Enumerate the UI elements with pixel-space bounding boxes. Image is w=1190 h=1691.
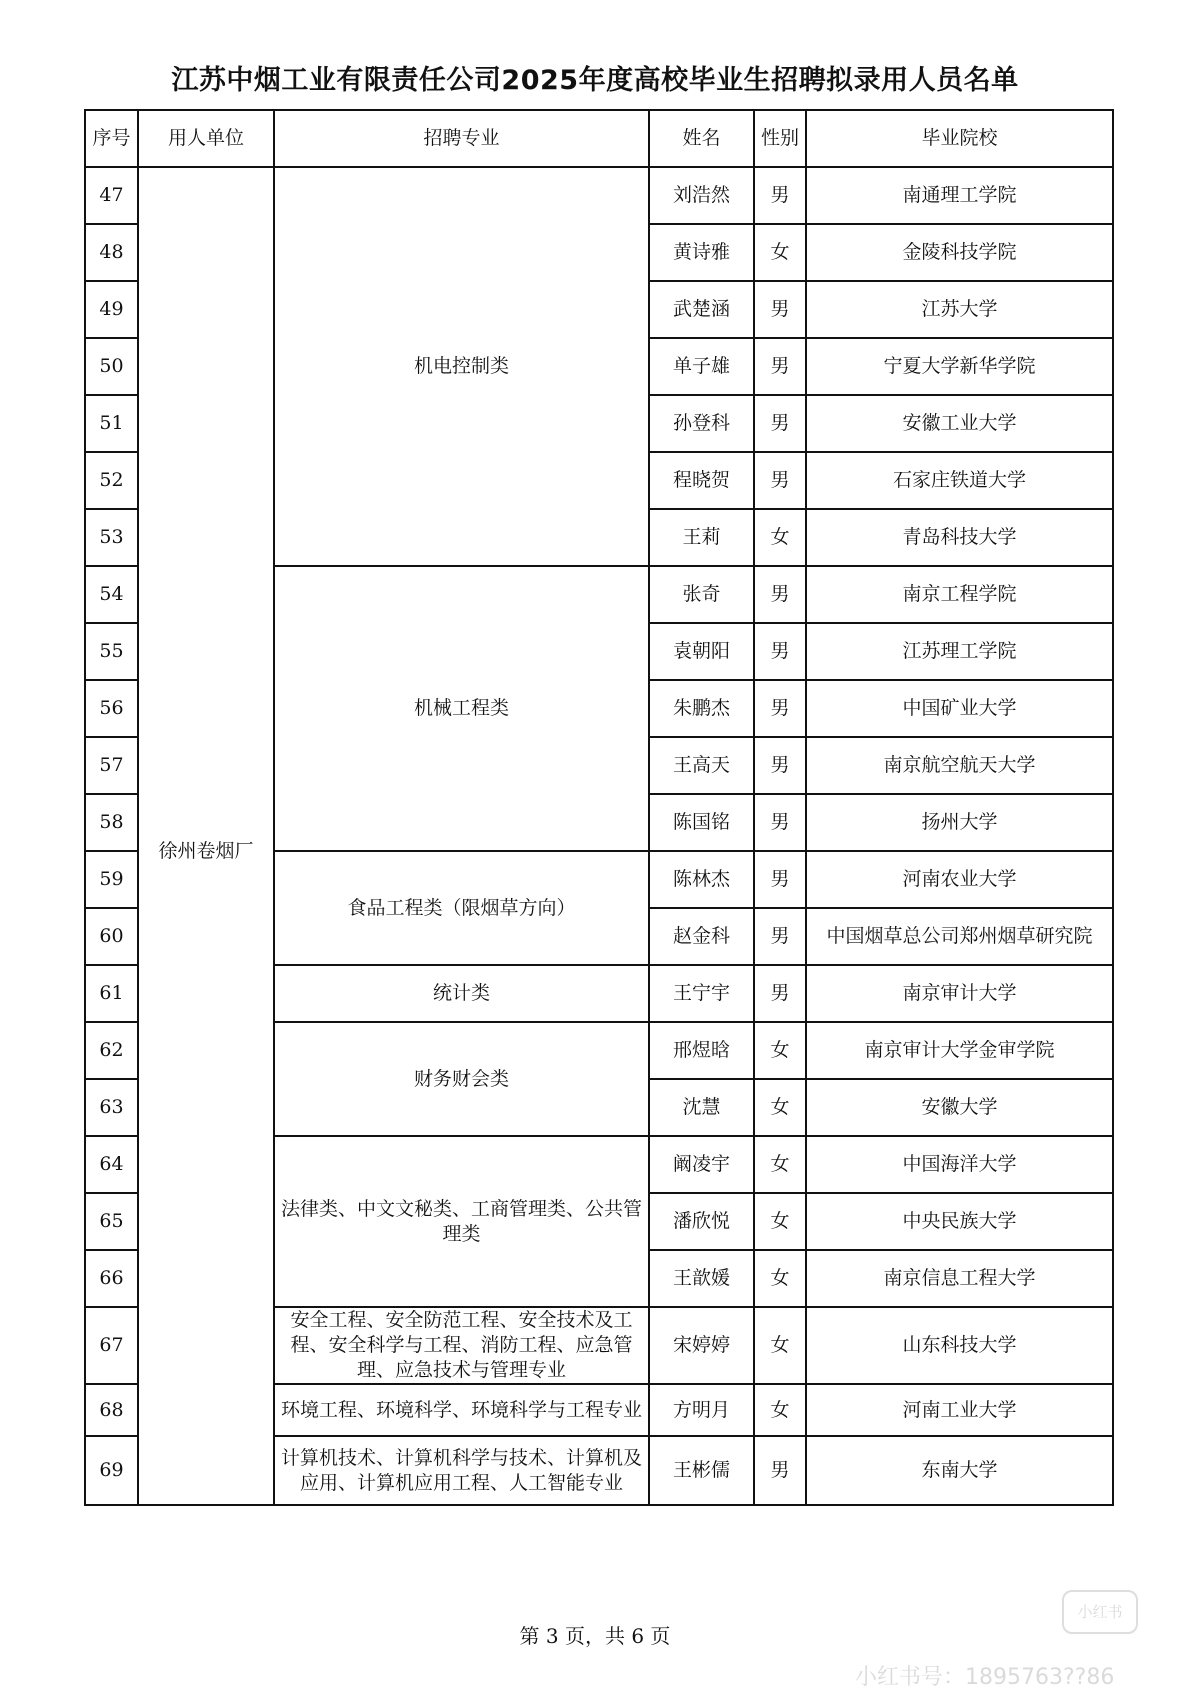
header-major: 招聘专业 bbox=[274, 110, 649, 167]
cell-name: 陈国铭 bbox=[649, 794, 754, 851]
cell-name: 沈慧 bbox=[649, 1079, 754, 1136]
cell-school: 石家庄铁道大学 bbox=[806, 452, 1113, 509]
cell-no: 58 bbox=[85, 794, 138, 851]
cell-school: 青岛科技大学 bbox=[806, 509, 1113, 566]
cell-school: 南京审计大学金审学院 bbox=[806, 1022, 1113, 1079]
document-title: 江苏中烟工业有限责任公司2025年度高校毕业生招聘拟录用人员名单 bbox=[171, 65, 1019, 96]
cell-school: 宁夏大学新华学院 bbox=[806, 338, 1113, 395]
cell-school: 山东科技大学 bbox=[806, 1307, 1113, 1384]
cell-no: 66 bbox=[85, 1250, 138, 1307]
cell-school: 中国矿业大学 bbox=[806, 680, 1113, 737]
cell-school: 中国海洋大学 bbox=[806, 1136, 1113, 1193]
cell-major: 统计类 bbox=[274, 965, 649, 1022]
header-name: 姓名 bbox=[649, 110, 754, 167]
page-footer: 第 3 页，共 6 页 bbox=[519, 1624, 671, 1648]
cell-major: 食品工程类（限烟草方向） bbox=[274, 851, 649, 965]
cell-school: 南京审计大学 bbox=[806, 965, 1113, 1022]
cell-gender: 男 bbox=[754, 794, 806, 851]
cell-no: 57 bbox=[85, 737, 138, 794]
cell-school: 南京航空航天大学 bbox=[806, 737, 1113, 794]
cell-school: 江苏大学 bbox=[806, 281, 1113, 338]
cell-name: 邢煜晗 bbox=[649, 1022, 754, 1079]
cell-gender: 女 bbox=[754, 1136, 806, 1193]
cell-school: 安徽工业大学 bbox=[806, 395, 1113, 452]
cell-major: 计算机技术、计算机科学与技术、计算机及应用、计算机应用工程、人工智能专业 bbox=[274, 1436, 649, 1505]
cell-name: 方明月 bbox=[649, 1384, 754, 1436]
cell-name: 王高天 bbox=[649, 737, 754, 794]
cell-name: 潘欣悦 bbox=[649, 1193, 754, 1250]
cell-gender: 男 bbox=[754, 1436, 806, 1505]
cell-name: 王彬儒 bbox=[649, 1436, 754, 1505]
cell-school: 南通理工学院 bbox=[806, 167, 1113, 224]
cell-school: 南京工程学院 bbox=[806, 566, 1113, 623]
watermark-logo: 小红书 bbox=[1062, 1590, 1138, 1634]
cell-no: 52 bbox=[85, 452, 138, 509]
cell-school: 中央民族大学 bbox=[806, 1193, 1113, 1250]
cell-gender: 女 bbox=[754, 1384, 806, 1436]
cell-gender: 女 bbox=[754, 1250, 806, 1307]
cell-name: 宋婷婷 bbox=[649, 1307, 754, 1384]
cell-name: 朱鹏杰 bbox=[649, 680, 754, 737]
cell-gender: 女 bbox=[754, 1193, 806, 1250]
header-unit: 用人单位 bbox=[138, 110, 274, 167]
watermark-text: 小红书号：1895763??86 bbox=[855, 1665, 1115, 1690]
cell-no: 61 bbox=[85, 965, 138, 1022]
cell-gender: 男 bbox=[754, 452, 806, 509]
cell-name: 袁朝阳 bbox=[649, 623, 754, 680]
cell-school: 河南农业大学 bbox=[806, 851, 1113, 908]
cell-no: 47 bbox=[85, 167, 138, 224]
header-school: 毕业院校 bbox=[806, 110, 1113, 167]
cell-school: 金陵科技学院 bbox=[806, 224, 1113, 281]
cell-name: 王莉 bbox=[649, 509, 754, 566]
cell-school: 东南大学 bbox=[806, 1436, 1113, 1505]
cell-gender: 男 bbox=[754, 566, 806, 623]
cell-no: 63 bbox=[85, 1079, 138, 1136]
cell-gender: 男 bbox=[754, 908, 806, 965]
cell-gender: 女 bbox=[754, 509, 806, 566]
cell-major: 环境工程、环境科学、环境科学与工程专业 bbox=[274, 1384, 649, 1436]
cell-name: 刘浩然 bbox=[649, 167, 754, 224]
cell-major: 安全工程、安全防范工程、安全技术及工程、安全科学与工程、消防工程、应急管理、应急技术与管理专业 bbox=[274, 1307, 649, 1384]
cell-no: 69 bbox=[85, 1436, 138, 1505]
cell-no: 49 bbox=[85, 281, 138, 338]
cell-gender: 男 bbox=[754, 737, 806, 794]
cell-no: 62 bbox=[85, 1022, 138, 1079]
cell-name: 王歆媛 bbox=[649, 1250, 754, 1307]
cell-no: 48 bbox=[85, 224, 138, 281]
cell-gender: 男 bbox=[754, 623, 806, 680]
cell-no: 60 bbox=[85, 908, 138, 965]
cell-gender: 男 bbox=[754, 965, 806, 1022]
cell-name: 王宁宇 bbox=[649, 965, 754, 1022]
cell-gender: 女 bbox=[754, 1022, 806, 1079]
cell-gender: 男 bbox=[754, 680, 806, 737]
cell-gender: 女 bbox=[754, 1307, 806, 1384]
cell-unit: 徐州卷烟厂 bbox=[138, 167, 274, 1505]
cell-no: 68 bbox=[85, 1384, 138, 1436]
header-gender: 性别 bbox=[754, 110, 806, 167]
cell-no: 50 bbox=[85, 338, 138, 395]
table-row bbox=[85, 167, 1113, 224]
cell-no: 53 bbox=[85, 509, 138, 566]
cell-name: 武楚涵 bbox=[649, 281, 754, 338]
cell-gender: 女 bbox=[754, 224, 806, 281]
cell-gender: 男 bbox=[754, 281, 806, 338]
cell-name: 程晓贺 bbox=[649, 452, 754, 509]
cell-no: 51 bbox=[85, 395, 138, 452]
cell-school: 河南工业大学 bbox=[806, 1384, 1113, 1436]
cell-gender: 男 bbox=[754, 851, 806, 908]
cell-gender: 女 bbox=[754, 1079, 806, 1136]
cell-name: 赵金科 bbox=[649, 908, 754, 965]
cell-no: 64 bbox=[85, 1136, 138, 1193]
cell-gender: 男 bbox=[754, 395, 806, 452]
cell-gender: 男 bbox=[754, 338, 806, 395]
cell-name: 单子雄 bbox=[649, 338, 754, 395]
cell-school: 江苏理工学院 bbox=[806, 623, 1113, 680]
cell-name: 孙登科 bbox=[649, 395, 754, 452]
cell-no: 55 bbox=[85, 623, 138, 680]
cell-school: 扬州大学 bbox=[806, 794, 1113, 851]
cell-name: 阚凌宇 bbox=[649, 1136, 754, 1193]
cell-major: 机电控制类 bbox=[274, 167, 649, 566]
cell-school: 安徽大学 bbox=[806, 1079, 1113, 1136]
cell-no: 67 bbox=[85, 1307, 138, 1384]
cell-no: 56 bbox=[85, 680, 138, 737]
cell-gender: 男 bbox=[754, 167, 806, 224]
cell-school: 南京信息工程大学 bbox=[806, 1250, 1113, 1307]
roster-table bbox=[84, 109, 1114, 1506]
header-no: 序号 bbox=[85, 110, 138, 167]
cell-no: 59 bbox=[85, 851, 138, 908]
cell-no: 65 bbox=[85, 1193, 138, 1250]
cell-major: 法律类、中文文秘类、工商管理类、公共管理类 bbox=[274, 1136, 649, 1307]
roster-body bbox=[85, 167, 1113, 1505]
cell-name: 陈林杰 bbox=[649, 851, 754, 908]
cell-name: 张奇 bbox=[649, 566, 754, 623]
cell-major: 机械工程类 bbox=[274, 566, 649, 851]
cell-school: 中国烟草总公司郑州烟草研究院 bbox=[806, 908, 1113, 965]
cell-name: 黄诗雅 bbox=[649, 224, 754, 281]
cell-major: 财务财会类 bbox=[274, 1022, 649, 1136]
cell-no: 54 bbox=[85, 566, 138, 623]
table-header-row bbox=[85, 110, 1113, 167]
